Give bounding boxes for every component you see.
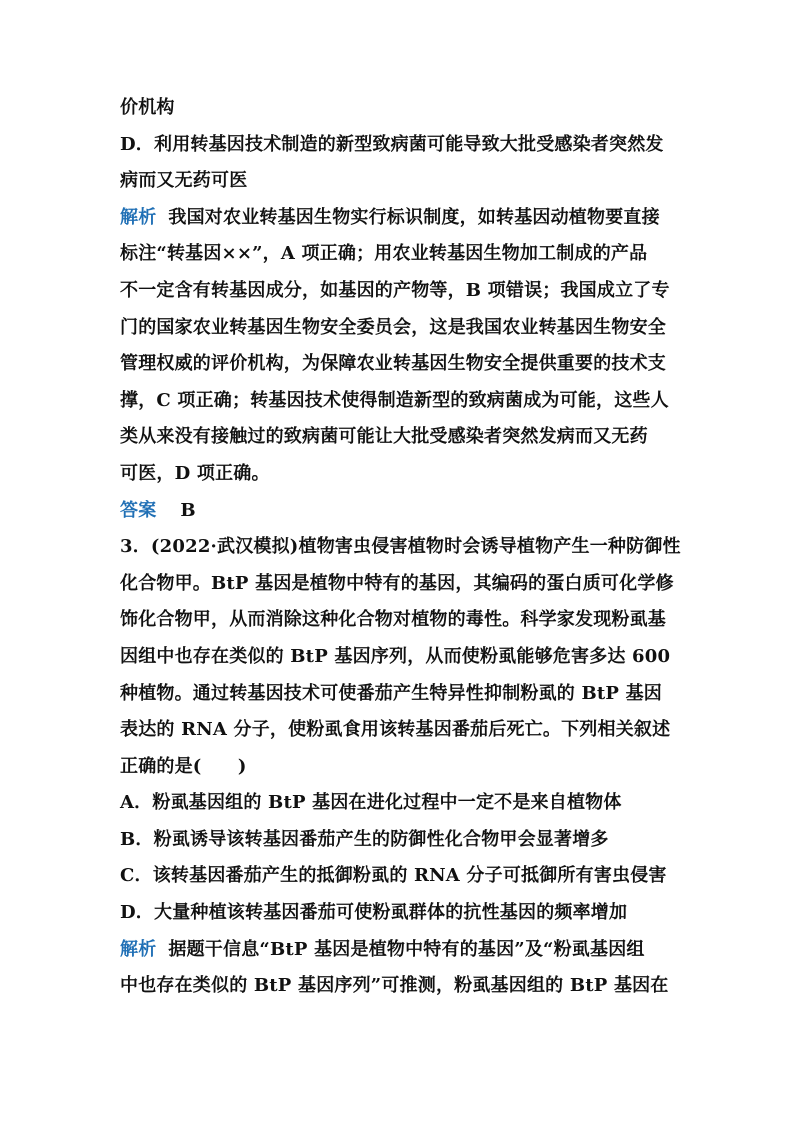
- q3-option-a: A．粉虱基因组的 BtP 基因在进化过程中一定不是来自植物体: [120, 792, 622, 814]
- q3-option-c: C．该转基因番茄产生的抵御粉虱的 RNA 分子可抵御所有害虫侵害: [120, 865, 667, 887]
- analysis-label: 解析: [120, 938, 157, 960]
- answer-value: B: [180, 499, 196, 521]
- q3-stem-line-5: 种植物。通过转基因技术可使番茄产生特异性抑制粉虱的 BtP 基因: [120, 682, 662, 704]
- q2-analysis-line-6: 撑，C 项正确；转基因技术使得制造新型的致病菌成为可能，这些人: [120, 389, 669, 411]
- q2-analysis-line-3: 不一定含有转基因成分，如基因的产物等，B 项错误；我国成立了专: [120, 279, 670, 301]
- q2-analysis-line-5: 管理权威的评价机构，为保障农业转基因生物安全提供重要的技术支: [120, 353, 666, 375]
- answer-label: 答案: [120, 499, 157, 521]
- q3-stem-line-4: 因组中也存在类似的 BtP 基因序列，从而使粉虱能够危害多达 600: [120, 645, 671, 667]
- q2-analysis-line-8: 可医，D 项正确。: [120, 462, 270, 484]
- q3-stem-line-1: 3．(2022·武汉模拟)植物害虫侵害植物时会诱导植物产生一种防御性: [120, 536, 681, 558]
- q3-stem-line-6: 表达的 RNA 分子，使粉虱食用该转基因番茄后死亡。下列相关叙述: [120, 719, 671, 741]
- analysis-text: 据题干信息“BtP 基因是植物中特有的基因”及“粉虱基因组: [168, 938, 645, 960]
- q2-answer-line: [120, 493, 680, 530]
- q2-analysis-line-4: 门的国家农业转基因生物安全委员会，这是我国农业转基因生物安全: [120, 316, 666, 338]
- q2-option-c-continuation: 价机构: [120, 97, 175, 118]
- q3-option-d: D．大量种植该转基因番茄可使粉虱群体的抗性基因的频率增加: [120, 902, 628, 924]
- analysis-label: 解析: [120, 206, 157, 228]
- q3-stem-line-2: 化合物甲。BtP 基因是植物中特有的基因，其编码的蛋白质可化学修: [120, 572, 674, 594]
- analysis-text: 我国对农业转基因生物实行标识制度，如转基因动植物要直接: [168, 206, 660, 228]
- q3-analysis-line-2: 中也存在类似的 BtP 基因序列”可推测，粉虱基因组的 BtP 基因在: [120, 975, 669, 997]
- q2-analysis-line-1: [120, 200, 680, 237]
- q3-stem-line-7: 正确的是( ): [120, 755, 247, 777]
- q3-option-b: B．粉虱诱导该转基因番茄产生的防御性化合物甲会显著增多: [120, 828, 609, 850]
- q2-analysis-line-7: 类从来没有接触过的致病菌可能让大批受感染者突然发病而又无药: [120, 426, 648, 448]
- document-page: [120, 90, 680, 1005]
- q2-analysis-line-2: 标注“转基因××”，A 项正确；用农业转基因生物加工制成的产品: [120, 243, 648, 265]
- q3-analysis-line-1: [120, 932, 680, 969]
- q2-option-d-line-2: 病而又无药可医: [120, 170, 248, 192]
- q3-stem-line-3: 饰化合物甲，从而消除这种化合物对植物的毒性。科学家发现粉虱基: [120, 609, 666, 631]
- q2-option-d-line-1: D．利用转基因技术制造的新型致病菌可能导致大批受感染者突然发: [120, 133, 664, 155]
